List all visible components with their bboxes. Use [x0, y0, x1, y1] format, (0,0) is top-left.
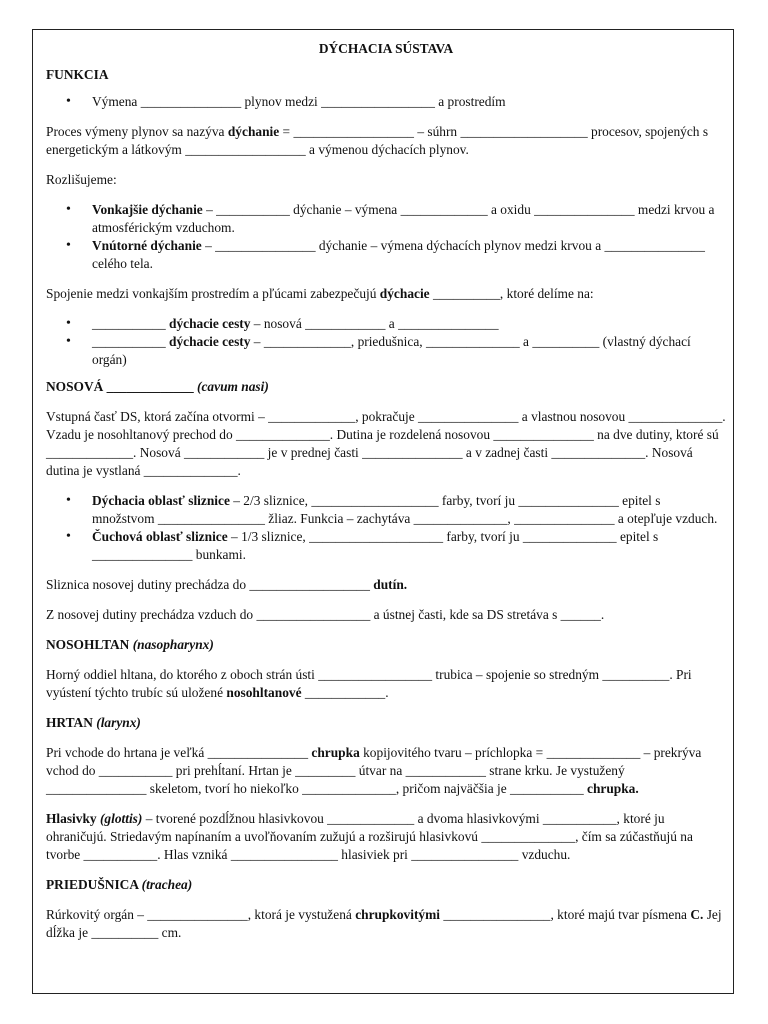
- list-item: • Vonkajšie dýchanie – ___________ dýchanie – výmena _____________ a oxidu _______________ medzi krvou a atmosférickým vzduchom.: [46, 201, 726, 237]
- heading-nosova: NOSOVÁ _____________ (cavum nasi): [46, 379, 269, 394]
- funkcia-list: [46, 93, 726, 111]
- list-item: • Výmena _______________ plynov medzi _________________ a prostredím: [46, 93, 726, 111]
- paragraph-hlasivky: Hlasivky (glottis) – tvorené pozdĺžnou hlasivkovou _____________ a dvoma hlasivkovými ___________, ktoré ju ohraničujú. Striedavým napínaním a uvoľňovaním zužujú a rozširujú hlasivkovú ______________, čím sa zúčastňujú na tvorbe ___________. Hlas vzniká ________________ hlasiviek pri ________________ vzduchu.: [46, 811, 693, 862]
- paragraph-rozlisujeme: Rozlišujeme:: [46, 172, 117, 187]
- sliznica-list: [46, 492, 726, 564]
- heading-priedusnica: PRIEDUŠNICA (trachea): [46, 877, 193, 892]
- dychacie-cesty-list: [46, 315, 726, 369]
- list-item: • Dýchacia oblasť sliznice – 2/3 sliznice, ___________________ farby, tvorí ju _______________ epitel s množstvom ________________ žliaz. Funkcia – zachytáva ______________, _______________ a otepľuje vzduch.: [46, 492, 726, 528]
- paragraph-nosova: Vstupná časť DS, ktorá začína otvormi – _____________, pokračuje _______________ a vlastnou nosovou ______________. Vzadu je nosohltanový prechod do ______________. Dutina je rozdelená nosovou _______________ na dve dutiny, ktoré sú _____________. Nosová ____________ je v prednej časti _______________ a v zadnej časti ______________. Nosová dutina je vystlaná ______________.: [46, 409, 726, 478]
- paragraph-priedusnica: Rúrkovitý orgán – _______________, ktorá je vystužená chrupkovitými ________________, ktoré majú tvar písmena C. Jej dĺžka je __________ cm.: [46, 907, 722, 940]
- list-item: • Vnútorné dýchanie – _______________ dýchanie – výmena dýchacích plynov medzi krvou a _______________ celého tela.: [46, 237, 726, 273]
- paragraph-hrtan: Pri vchode do hrtana je veľká _______________ chrupka kopijovitého tvaru – príchlopka = ______________ – prekrýva vchod do ___________ pri prehĺtaní. Hrtan je _________ útvar na ____________ strane krku. Je vystužený _______________ skeletom, tvorí ho niekoľko ______________, pričom najväčšia je ___________ chrupka.: [46, 745, 702, 796]
- paragraph-dychanie: Proces výmeny plynov sa nazýva dýchanie = __________________ – súhrn ___________________ procesov, spojených s energetickým a látkovým __________________ a výmenou dýchacích plynov.: [46, 124, 709, 157]
- paragraph-vzduch: Z nosovej dutiny prechádza vzduch do _________________ a ústnej časti, kde sa DS stretáva s ______.: [46, 607, 605, 622]
- worksheet: [46, 40, 726, 942]
- dychanie-types-list: [46, 201, 726, 273]
- heading-nosohltan: NOSOHLTAN (nasopharynx): [46, 637, 214, 652]
- list-item: • ___________ dýchacie cesty – _____________, priedušnica, ______________ a __________ (vlastný dýchací orgán): [46, 333, 726, 369]
- page-title: DÝCHACIA SÚSTAVA: [318, 41, 454, 56]
- paragraph-sliznica: Sliznica nosovej dutiny prechádza do __________________ dutín.: [46, 577, 408, 592]
- paragraph-spojenie: Spojenie medzi vonkajším prostredím a pľúcami zabezpečujú dýchacie __________, ktoré delíme na:: [46, 286, 594, 301]
- list-item: • Čuchová oblasť sliznice – 1/3 sliznice, ____________________ farby, tvorí ju ______________ epitel s _______________ bunkami.: [46, 528, 726, 564]
- list-item: • ___________ dýchacie cesty – nosová ____________ a _______________: [46, 315, 726, 333]
- heading-hrtan: HRTAN (larynx): [46, 715, 141, 730]
- paragraph-nosohltan: Horný oddiel hltana, do ktorého z oboch strán ústi _________________ trubica – spojenie so stredným __________. Pri vyústení týchto trubíc sú uložené nosohltanové ____________.: [46, 667, 692, 700]
- heading-funkcia: FUNKCIA: [46, 67, 109, 82]
